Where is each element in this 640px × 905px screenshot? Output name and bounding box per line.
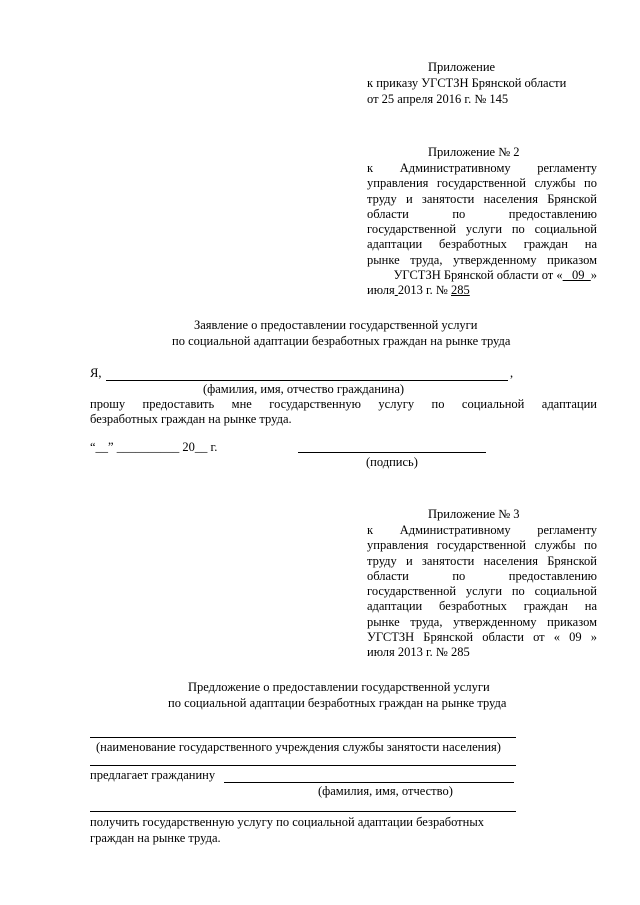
date-suffix: »: [590, 268, 597, 283]
offer-title-1: Предложение о предоставлении государственной услуги: [188, 680, 490, 694]
appendix3-line: труду и занятости населения Брянской: [367, 553, 597, 568]
request-line-2: безработных граждан на рынке труда.: [90, 412, 292, 426]
receive-line-1: получить государственную услугу по социальной адаптации безработных: [90, 815, 484, 829]
date-day: 09: [572, 268, 585, 283]
application-ya: Я,: [90, 366, 102, 380]
appendix1-title: Приложение: [428, 60, 496, 74]
date-year: 2013 г. №: [397, 283, 448, 298]
appendix2-line: к Административному регламенту: [367, 161, 597, 175]
signature-caption: (подпись): [366, 455, 418, 469]
appendix1-line2: от 25 апреля 2016 г. № 145: [367, 92, 509, 106]
appendix3-title: Приложение № 3: [428, 507, 520, 521]
application-title-1: Заявление о предоставлении государственной услуги: [194, 318, 478, 332]
appendix2-line: адаптации безработных граждан на: [367, 237, 597, 252]
institution-caption: (наименование государственного учреждения службы занятости населения): [96, 740, 501, 754]
appendix3-line: к Административному регламенту: [367, 523, 597, 537]
appendix3-body: [367, 523, 597, 661]
appendix3-line: управления государственной службы по: [367, 538, 597, 553]
appendix1-line1: к приказу УГСТЗН Брянской области: [367, 76, 567, 90]
appendix2-date-line: [367, 268, 597, 283]
offer-extra-underline: [90, 811, 516, 812]
receive-line-2: граждан на рынке труда.: [90, 831, 221, 845]
institution-underline-2: [90, 765, 516, 766]
offer-fio-caption: (фамилия, имя, отчество): [318, 784, 453, 798]
appendix3-line: УГСТЗН Брянской области от « 09 »: [367, 630, 597, 645]
institution-underline: [90, 737, 516, 738]
signature-line: [298, 452, 486, 453]
application-comma: ,: [510, 366, 514, 380]
fio-underline: [106, 380, 508, 381]
date-prefix: УГСТЗН Брянской области от «: [393, 268, 563, 283]
appendix3-line: области по предоставлению: [367, 568, 597, 583]
order-number: 285: [451, 283, 470, 298]
appendix2-body: [367, 161, 597, 299]
request-line-1: прошу предоставить мне государственную услугу по социальной адаптации: [90, 397, 597, 411]
appendix2-line: государственной услуги по социальной: [367, 222, 597, 237]
appendix2-line: области по предоставлению: [367, 206, 597, 221]
date-fill-line: “__” __________ 20__ г.: [90, 440, 218, 454]
appendix2-line: труду и занятости населения Брянской: [367, 191, 597, 206]
appendix3-line: рынке труда, утвержденному приказом: [367, 614, 597, 629]
appendix3-last-line: июля 2013 г. № 285: [367, 645, 470, 660]
appendix3-line: адаптации безработных граждан на: [367, 599, 597, 614]
offers-to: предлагает гражданину: [90, 768, 216, 782]
appendix2-line: управления государственной службы по: [367, 176, 597, 191]
appendix2-last-line: [367, 283, 597, 298]
offer-title-2: по социальной адаптации безработных граждан на рынке труда: [168, 696, 507, 710]
appendix2-title: Приложение № 2: [428, 145, 520, 159]
appendix3-line: государственной услуги по социальной: [367, 584, 597, 599]
appendix2-line: рынке труда, утвержденному приказом: [367, 252, 597, 267]
date-month: июля: [367, 283, 395, 298]
fio-caption: (фамилия, имя, отчество гражданина): [203, 382, 405, 396]
offer-fio-underline: [224, 782, 514, 783]
application-title-2: по социальной адаптации безработных граждан на рынке труда: [172, 334, 511, 348]
